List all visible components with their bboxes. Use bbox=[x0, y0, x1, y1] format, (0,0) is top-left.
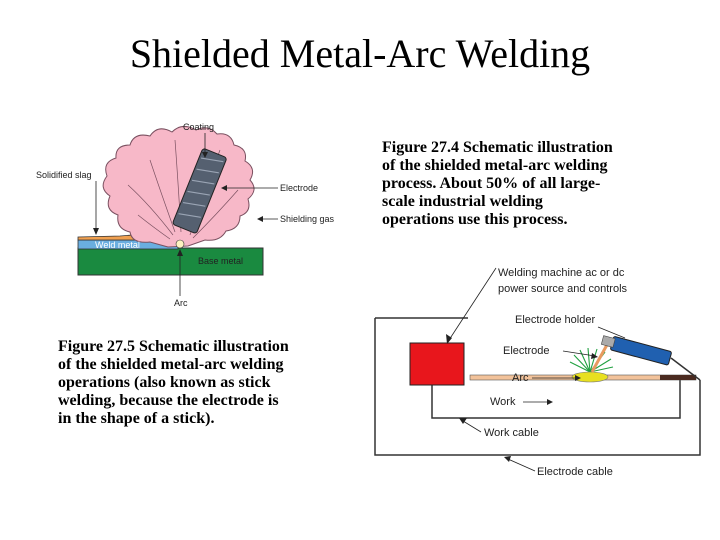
shielding-gas-cloud bbox=[103, 126, 254, 247]
label-setup-arc: Arc bbox=[512, 372, 529, 384]
label-welding-machine-1: Welding machine ac or dc bbox=[498, 267, 625, 279]
label-base-metal: Base metal bbox=[198, 256, 244, 266]
label-electrode-holder: Electrode holder bbox=[515, 314, 596, 326]
electrode-holder bbox=[610, 336, 672, 365]
label-work: Work bbox=[490, 396, 516, 408]
label-coating: Coating bbox=[183, 122, 215, 132]
welding-machine bbox=[410, 343, 464, 385]
work-cable-line bbox=[432, 378, 680, 418]
label-electrode-cable: Electrode cable bbox=[537, 466, 613, 478]
label-solidified-slag: Solidified slag bbox=[36, 170, 92, 180]
figure-27-4-caption: Figure 27.4 Schematic illustration of the shielded metal-arc welding process. About 50% of all large- scale industrial welding operations use this process. bbox=[382, 139, 613, 228]
label-shielding-gas: Shielding gas bbox=[280, 214, 335, 224]
label-electrode: Electrode bbox=[280, 183, 319, 193]
label-work-cable: Work cable bbox=[484, 427, 539, 439]
arc-spot bbox=[176, 240, 184, 248]
weld-sparks bbox=[570, 348, 613, 372]
label-weld-metal: Weld metal bbox=[95, 240, 140, 250]
label-arc: Arc bbox=[174, 298, 188, 308]
label-welding-machine-2: power source and controls bbox=[498, 283, 628, 295]
label-setup-electrode: Electrode bbox=[503, 345, 550, 357]
figure-27-5-caption: Figure 27.5 Schematic illustration of the shielded metal-arc welding operations (also known as stick welding, because the electrode is in the shape of a stick). bbox=[58, 338, 289, 427]
slide-title: Shielded Metal-Arc Welding bbox=[129, 31, 591, 76]
